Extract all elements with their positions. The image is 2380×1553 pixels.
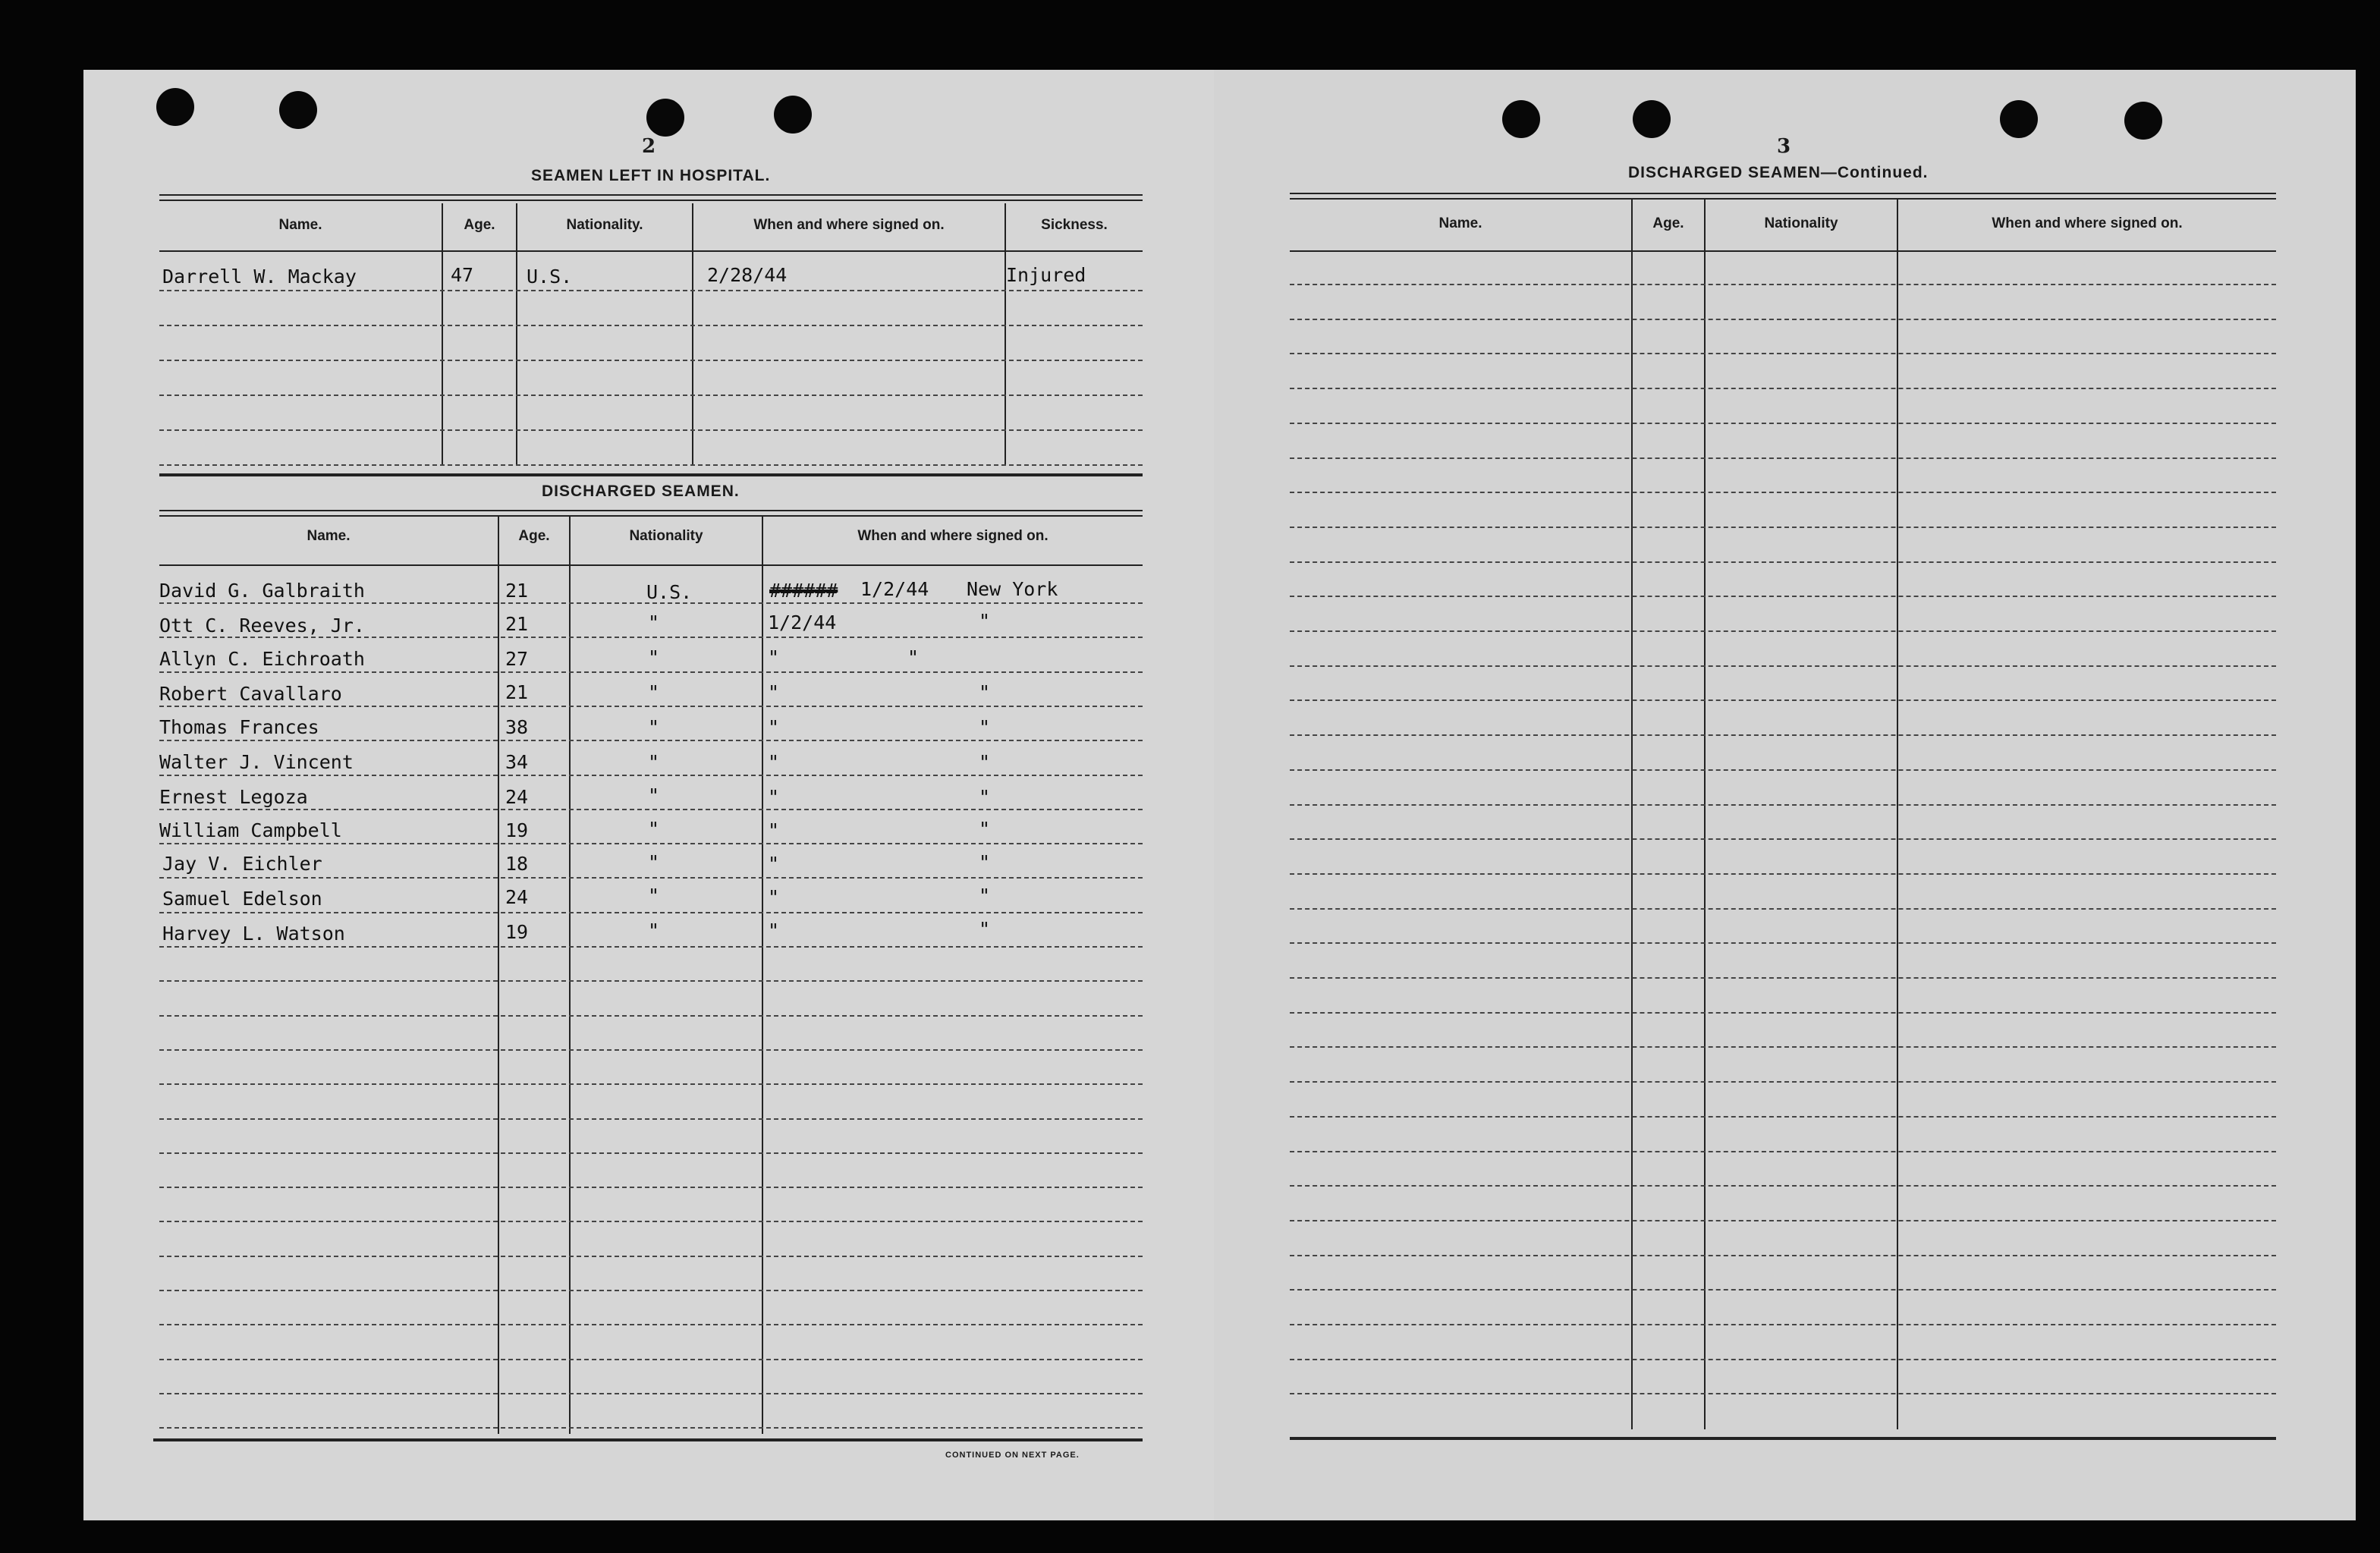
row-rule <box>1290 699 2276 701</box>
seaman-age: 24 <box>505 786 529 808</box>
hospital-row-line <box>159 325 1143 326</box>
right-table-top-rule <box>1290 193 2276 200</box>
hospital-col-divider <box>442 203 443 464</box>
row-rule <box>159 1324 1143 1325</box>
hospital-name: Darrell W. Mackay <box>162 266 357 288</box>
row-rule <box>159 1290 1143 1291</box>
hospital-sickness: Injured <box>1006 264 1086 286</box>
punch-hole <box>774 96 812 134</box>
seaman-age: 19 <box>505 921 529 943</box>
seaman-signed-date: " <box>768 646 780 668</box>
seaman-signed-date: 1/2/44 <box>768 611 837 633</box>
punch-hole <box>2124 102 2162 140</box>
row-rule <box>1290 1289 2276 1290</box>
seaman-signed-date: " <box>768 716 780 738</box>
seaman-signed-place: " <box>979 818 991 840</box>
seaman-signed-date: " <box>768 853 780 875</box>
page-number: 3 <box>1777 135 1791 158</box>
seaman-signed-place: " <box>979 681 991 703</box>
seaman-nationality: " <box>648 681 660 703</box>
row-rule <box>159 1359 1143 1360</box>
row-rule <box>1290 942 2276 944</box>
seaman-signed-date: " <box>768 751 780 773</box>
right-header-rule <box>1290 250 2276 252</box>
row-rule <box>1290 561 2276 563</box>
row-rule <box>159 1256 1143 1257</box>
seaman-signed-place: " <box>979 751 991 773</box>
seaman-age: 34 <box>505 751 529 773</box>
discharged-section-title: DISCHARGED SEAMEN. <box>542 483 740 500</box>
row-rule <box>159 843 1143 844</box>
seaman-age: 18 <box>505 853 529 875</box>
row-rule <box>1290 319 2276 320</box>
punch-hole <box>156 88 194 126</box>
discharged-header-rule <box>159 564 1143 566</box>
seaman-nationality: " <box>648 920 660 942</box>
seaman-name: Samuel Edelson <box>162 888 322 910</box>
discharged-table-bottom-rule <box>153 1438 1143 1441</box>
row-rule <box>159 1015 1143 1017</box>
row-rule <box>1290 873 2276 875</box>
seaman-age: 21 <box>505 613 529 635</box>
hospital-age: 47 <box>451 264 474 286</box>
seaman-signed-place: " <box>979 610 991 632</box>
hospital-row-line <box>159 429 1143 431</box>
right-header-age: Age. <box>1652 215 1684 231</box>
seaman-signed-date: " <box>768 920 780 942</box>
seaman-nationality: " <box>648 611 660 633</box>
row-rule <box>1290 977 2276 979</box>
seaman-signed-place: " <box>979 885 991 907</box>
seaman-name: Ott C. Reeves, Jr. <box>159 615 365 637</box>
hospital-header-nationality: Nationality. <box>566 217 643 233</box>
seaman-name: Thomas Frances <box>159 716 319 738</box>
row-rule <box>159 1083 1143 1085</box>
hospital-header-signed-on: When and where signed on. <box>753 217 945 233</box>
hospital-row-line <box>159 290 1143 291</box>
row-rule <box>159 877 1143 879</box>
row-rule <box>1290 1012 2276 1014</box>
row-rule <box>159 1152 1143 1154</box>
row-rule <box>159 946 1143 948</box>
seaman-age: 19 <box>505 819 529 841</box>
discharged-header-age: Age. <box>518 528 550 544</box>
right-header-nationality: Nationality <box>1764 215 1838 231</box>
hospital-table-top-rule <box>159 194 1143 201</box>
punch-hole <box>646 99 684 137</box>
hospital-header-name: Name. <box>278 217 322 233</box>
punch-hole <box>279 91 317 129</box>
seaman-name: Walter J. Vincent <box>159 751 354 773</box>
seaman-name: Robert Cavallaro <box>159 683 342 705</box>
seaman-age: 24 <box>505 886 529 908</box>
row-rule <box>159 1427 1143 1429</box>
row-rule <box>159 775 1143 776</box>
right-header-name: Name. <box>1438 215 1482 231</box>
right-col-divider <box>1631 199 1633 1429</box>
row-rule <box>1290 388 2276 389</box>
row-rule <box>1290 1324 2276 1325</box>
row-rule <box>1290 1081 2276 1083</box>
seaman-signed-date: " <box>768 786 780 808</box>
punch-hole <box>1633 100 1671 138</box>
seaman-signed-place: " <box>907 646 920 668</box>
seaman-name: Allyn C. Eichroath <box>159 648 365 670</box>
row-rule <box>1290 492 2276 493</box>
row-rule <box>1290 769 2276 771</box>
discharged-table-top-rule <box>159 510 1143 517</box>
right-header-signed-on: When and where signed on. <box>1992 215 2183 231</box>
punch-hole <box>1502 100 1540 138</box>
left-page <box>83 70 1218 1520</box>
seaman-signed-date: 1/2/44 <box>860 578 929 600</box>
seaman-signed-place: " <box>979 851 991 873</box>
row-rule <box>1290 457 2276 459</box>
row-rule <box>159 671 1143 673</box>
seaman-signed-place: " <box>979 786 991 808</box>
row-rule <box>1290 804 2276 806</box>
seaman-name: William Campbell <box>159 819 342 841</box>
row-rule <box>1290 838 2276 840</box>
row-rule <box>159 1049 1143 1051</box>
row-rule <box>159 809 1143 810</box>
seaman-nationality: " <box>648 751 660 773</box>
struck-entry: ###### <box>769 580 838 602</box>
row-rule <box>1290 1393 2276 1394</box>
seaman-nationality: " <box>648 851 660 873</box>
seaman-signed-place: " <box>979 716 991 738</box>
row-rule <box>159 980 1143 982</box>
row-rule <box>159 740 1143 741</box>
row-rule <box>1290 1185 2276 1187</box>
seaman-nationality: " <box>648 716 660 738</box>
row-rule <box>159 1221 1143 1222</box>
row-rule <box>1290 630 2276 632</box>
hospital-row-line <box>159 464 1143 466</box>
seaman-age: 27 <box>505 648 529 670</box>
right-col-divider <box>1704 199 1706 1429</box>
row-rule <box>1290 284 2276 285</box>
hospital-col-divider <box>692 203 693 464</box>
row-rule <box>1290 1046 2276 1048</box>
row-rule <box>159 1118 1143 1120</box>
discharged-header-nationality: Nationality <box>629 528 703 544</box>
row-rule <box>1290 734 2276 736</box>
seaman-nationality: " <box>648 818 660 840</box>
discharged-continued-title: DISCHARGED SEAMEN—Continued. <box>1628 164 1929 181</box>
row-rule <box>1290 665 2276 667</box>
continued-note: CONTINUED ON NEXT PAGE. <box>945 1451 1080 1460</box>
right-col-divider <box>1897 199 1898 1429</box>
seaman-age: 38 <box>505 716 529 738</box>
hospital-nationality: U.S. <box>527 266 573 288</box>
hospital-signed-on: 2/28/44 <box>707 264 788 286</box>
row-rule <box>1290 908 2276 910</box>
seaman-signed-date: " <box>768 681 780 703</box>
seaman-signed-place: " <box>979 918 991 940</box>
seaman-age: 21 <box>505 681 529 703</box>
row-rule <box>159 637 1143 638</box>
seaman-signed-date: " <box>768 819 780 841</box>
seaman-signed-date: " <box>768 886 780 908</box>
hospital-row-line <box>159 395 1143 396</box>
hospital-header-rule <box>159 250 1143 252</box>
seaman-name: Ernest Legoza <box>159 786 308 808</box>
row-rule <box>1290 527 2276 528</box>
seaman-nationality: " <box>648 885 660 907</box>
seaman-name: Jay V. Eichler <box>162 853 322 875</box>
hospital-col-divider <box>516 203 517 464</box>
section-rule <box>159 473 1143 476</box>
seaman-nationality: U.S. <box>646 581 693 603</box>
seaman-signed-place: New York <box>967 578 1058 600</box>
row-rule <box>1290 423 2276 424</box>
right-page <box>1214 70 2356 1520</box>
punch-hole <box>2000 100 2038 138</box>
seaman-nationality: " <box>648 784 660 806</box>
discharged-header-signed-on: When and where signed on. <box>857 528 1049 544</box>
row-rule <box>159 1393 1143 1394</box>
seaman-name: David G. Galbraith <box>159 580 365 602</box>
row-rule <box>1290 596 2276 597</box>
row-rule <box>1290 353 2276 354</box>
row-rule <box>159 1187 1143 1188</box>
row-rule <box>159 912 1143 913</box>
hospital-row-line <box>159 360 1143 361</box>
hospital-section-title: SEAMEN LEFT IN HOSPITAL. <box>531 167 771 184</box>
row-rule <box>1290 1151 2276 1152</box>
discharged-header-name: Name. <box>307 528 351 544</box>
hospital-col-divider <box>1005 203 1006 464</box>
discharged-col-divider <box>569 516 571 1434</box>
row-rule <box>1290 1116 2276 1118</box>
hospital-header-age: Age. <box>464 217 495 233</box>
hospital-header-sickness: Sickness. <box>1041 217 1108 233</box>
right-table-bottom-rule <box>1290 1437 2276 1440</box>
page-number: 2 <box>642 135 656 158</box>
row-rule <box>159 706 1143 707</box>
row-rule <box>1290 1255 2276 1256</box>
discharged-col-divider <box>762 516 763 1434</box>
seaman-age: 21 <box>505 580 529 602</box>
seaman-nationality: " <box>648 646 660 668</box>
row-rule <box>1290 1220 2276 1221</box>
seaman-name: Harvey L. Watson <box>162 923 345 945</box>
discharged-col-divider <box>498 516 499 1434</box>
row-rule <box>1290 1359 2276 1360</box>
